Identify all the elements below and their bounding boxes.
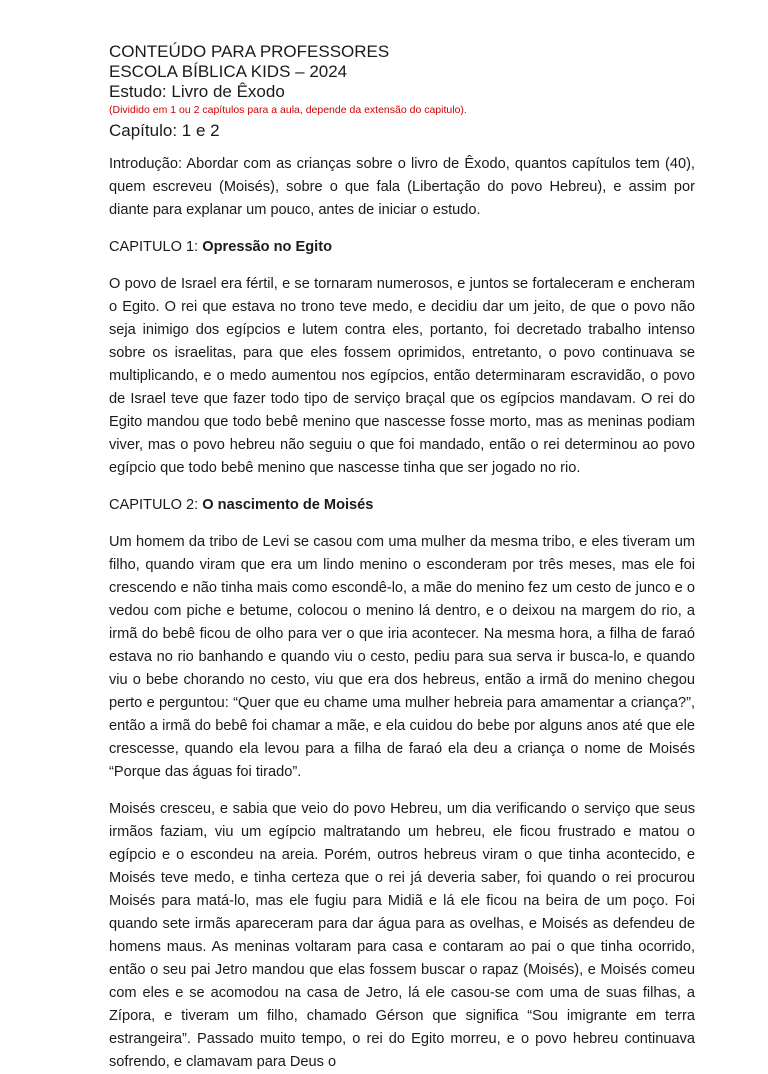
chapter-1-paragraph: O povo de Israel era fértil, e se tornaram numerosos, e juntos se fortaleceram e encheram o Egito. O rei que estava no trono teve medo, e decidiu dar um jeito, de que o povo não seja inimigo dos egípcios e lutem contra eles, portanto, foi decretado trabalho intenso sobre os israelitas, para que eles fossem oprimidos, entretanto, o povo continuava se multiplicando, e o medo aumentou nos egípcios, então determinaram escravidão, o povo de Israel teve que fazer todo tipo de serviço braçal que os egípcios mandavam. O rei do Egito mandou que todo bebê menino que nascesse fosse morto, mas as meninas podiam viver, mas o povo hebreu não seguiu o que foi mandado, então o rei determinou ao povo egípcio que todo bebê menino que nascesse tinha que ser jogado no rio. [109, 276, 695, 476]
chapter-2-title: O nascimento de Moisés [202, 497, 374, 513]
document-page [109, 42, 695, 1074]
chapter-2-paragraph-1: Um homem da tribo de Levi se casou com uma mulher da mesma tribo, e eles tiveram um filho, quando viram que era um lindo menino o esconderam por três meses, mas ele foi crescendo e não tinha mais como escondê-lo, a mãe do menino fez um cesto de junco e o vedou com piche e betume, colocou o menino lá dentro, e o deixou na margem do rio, a irmã do bebê ficou de olho para ver o que iria acontecer. Na mesma hora, a filha de faraó estava no rio banhando e quando viu o cesto, pediu para sua serva ir busca-lo, e quando viu o bebe chorando no cesto, viu que era dos hebreus, então a irmã do menino chegou perto e perguntou: “Quer que eu chame uma mulher hebreia para amamentar a criança?”, então a irmã do bebê foi chamar a mãe, e ela cuidou do bebe por alguns anos até que ele crescesse, quando ela levou para a filha de faraó ela deu a criança o nome de Moisés “Porque das águas foi tirado”. [109, 534, 695, 780]
study-title: Estudo: Livro de Êxodo [109, 82, 285, 101]
intro-paragraph: Introdução: Abordar com as crianças sobre o livro de Êxodo, quantos capítulos tem (40), quem escreveu (Moisés), sobre o que fala (Libertação do povo Hebreu), e assim por diante para explanar um pouco, antes de iniciar o estudo. [109, 156, 695, 218]
division-note: (Dividido em 1 ou 2 capítulos para a aula, depende da extensão do capitulo). [109, 104, 467, 116]
chapter-2-heading [109, 494, 695, 517]
header-line-2: ESCOLA BÍBLICA KIDS – 2024 [109, 62, 348, 81]
chapter-1-title: Opressão no Egito [202, 239, 333, 255]
chapter-1-prefix: CAPITULO 1: [109, 239, 203, 255]
chapter-1-heading [109, 236, 695, 259]
chapter-label: Capítulo: 1 e 2 [109, 121, 220, 140]
chapter-2-prefix: CAPITULO 2: [109, 497, 203, 513]
header-line-1: CONTEÚDO PARA PROFESSORES [109, 42, 390, 61]
chapter-2-paragraph-2: Moisés cresceu, e sabia que veio do povo Hebreu, um dia verificando o serviço que seus irmãos faziam, viu um egípcio maltratando um hebreu, ele ficou frustrado e matou o egípcio e o escondeu na areia. Porém, outros hebreus viram o que tinha acontecido, e Moisés teve medo, e tinha certeza que o rei já deveria saber, foi quando o rei procurou Moisés para matá-lo, mas ele fugiu para Midiã e lá ele ficou na beira de um poço. Foi quando sete irmãs apareceram para dar água para as ovelhas, e Moisés as defendeu de homens maus. As meninas voltaram para casa e contaram ao pai o que tinha ocorrido, então o seu pai Jetro mandou que elas fossem buscar o rapaz (Moisés), e Moisés comeu com eles e se acomodou na casa de Jetro, lá ele casou-se com uma de suas filhas, a Zípora, e tiveram um filho, chamado Gérson que significa “Sou imigrante em terra estrangeira”. Passado muito tempo, o rei do Egito morreu, e o povo hebreu continuava sofrendo, e clamavam para Deus o [109, 801, 695, 1070]
